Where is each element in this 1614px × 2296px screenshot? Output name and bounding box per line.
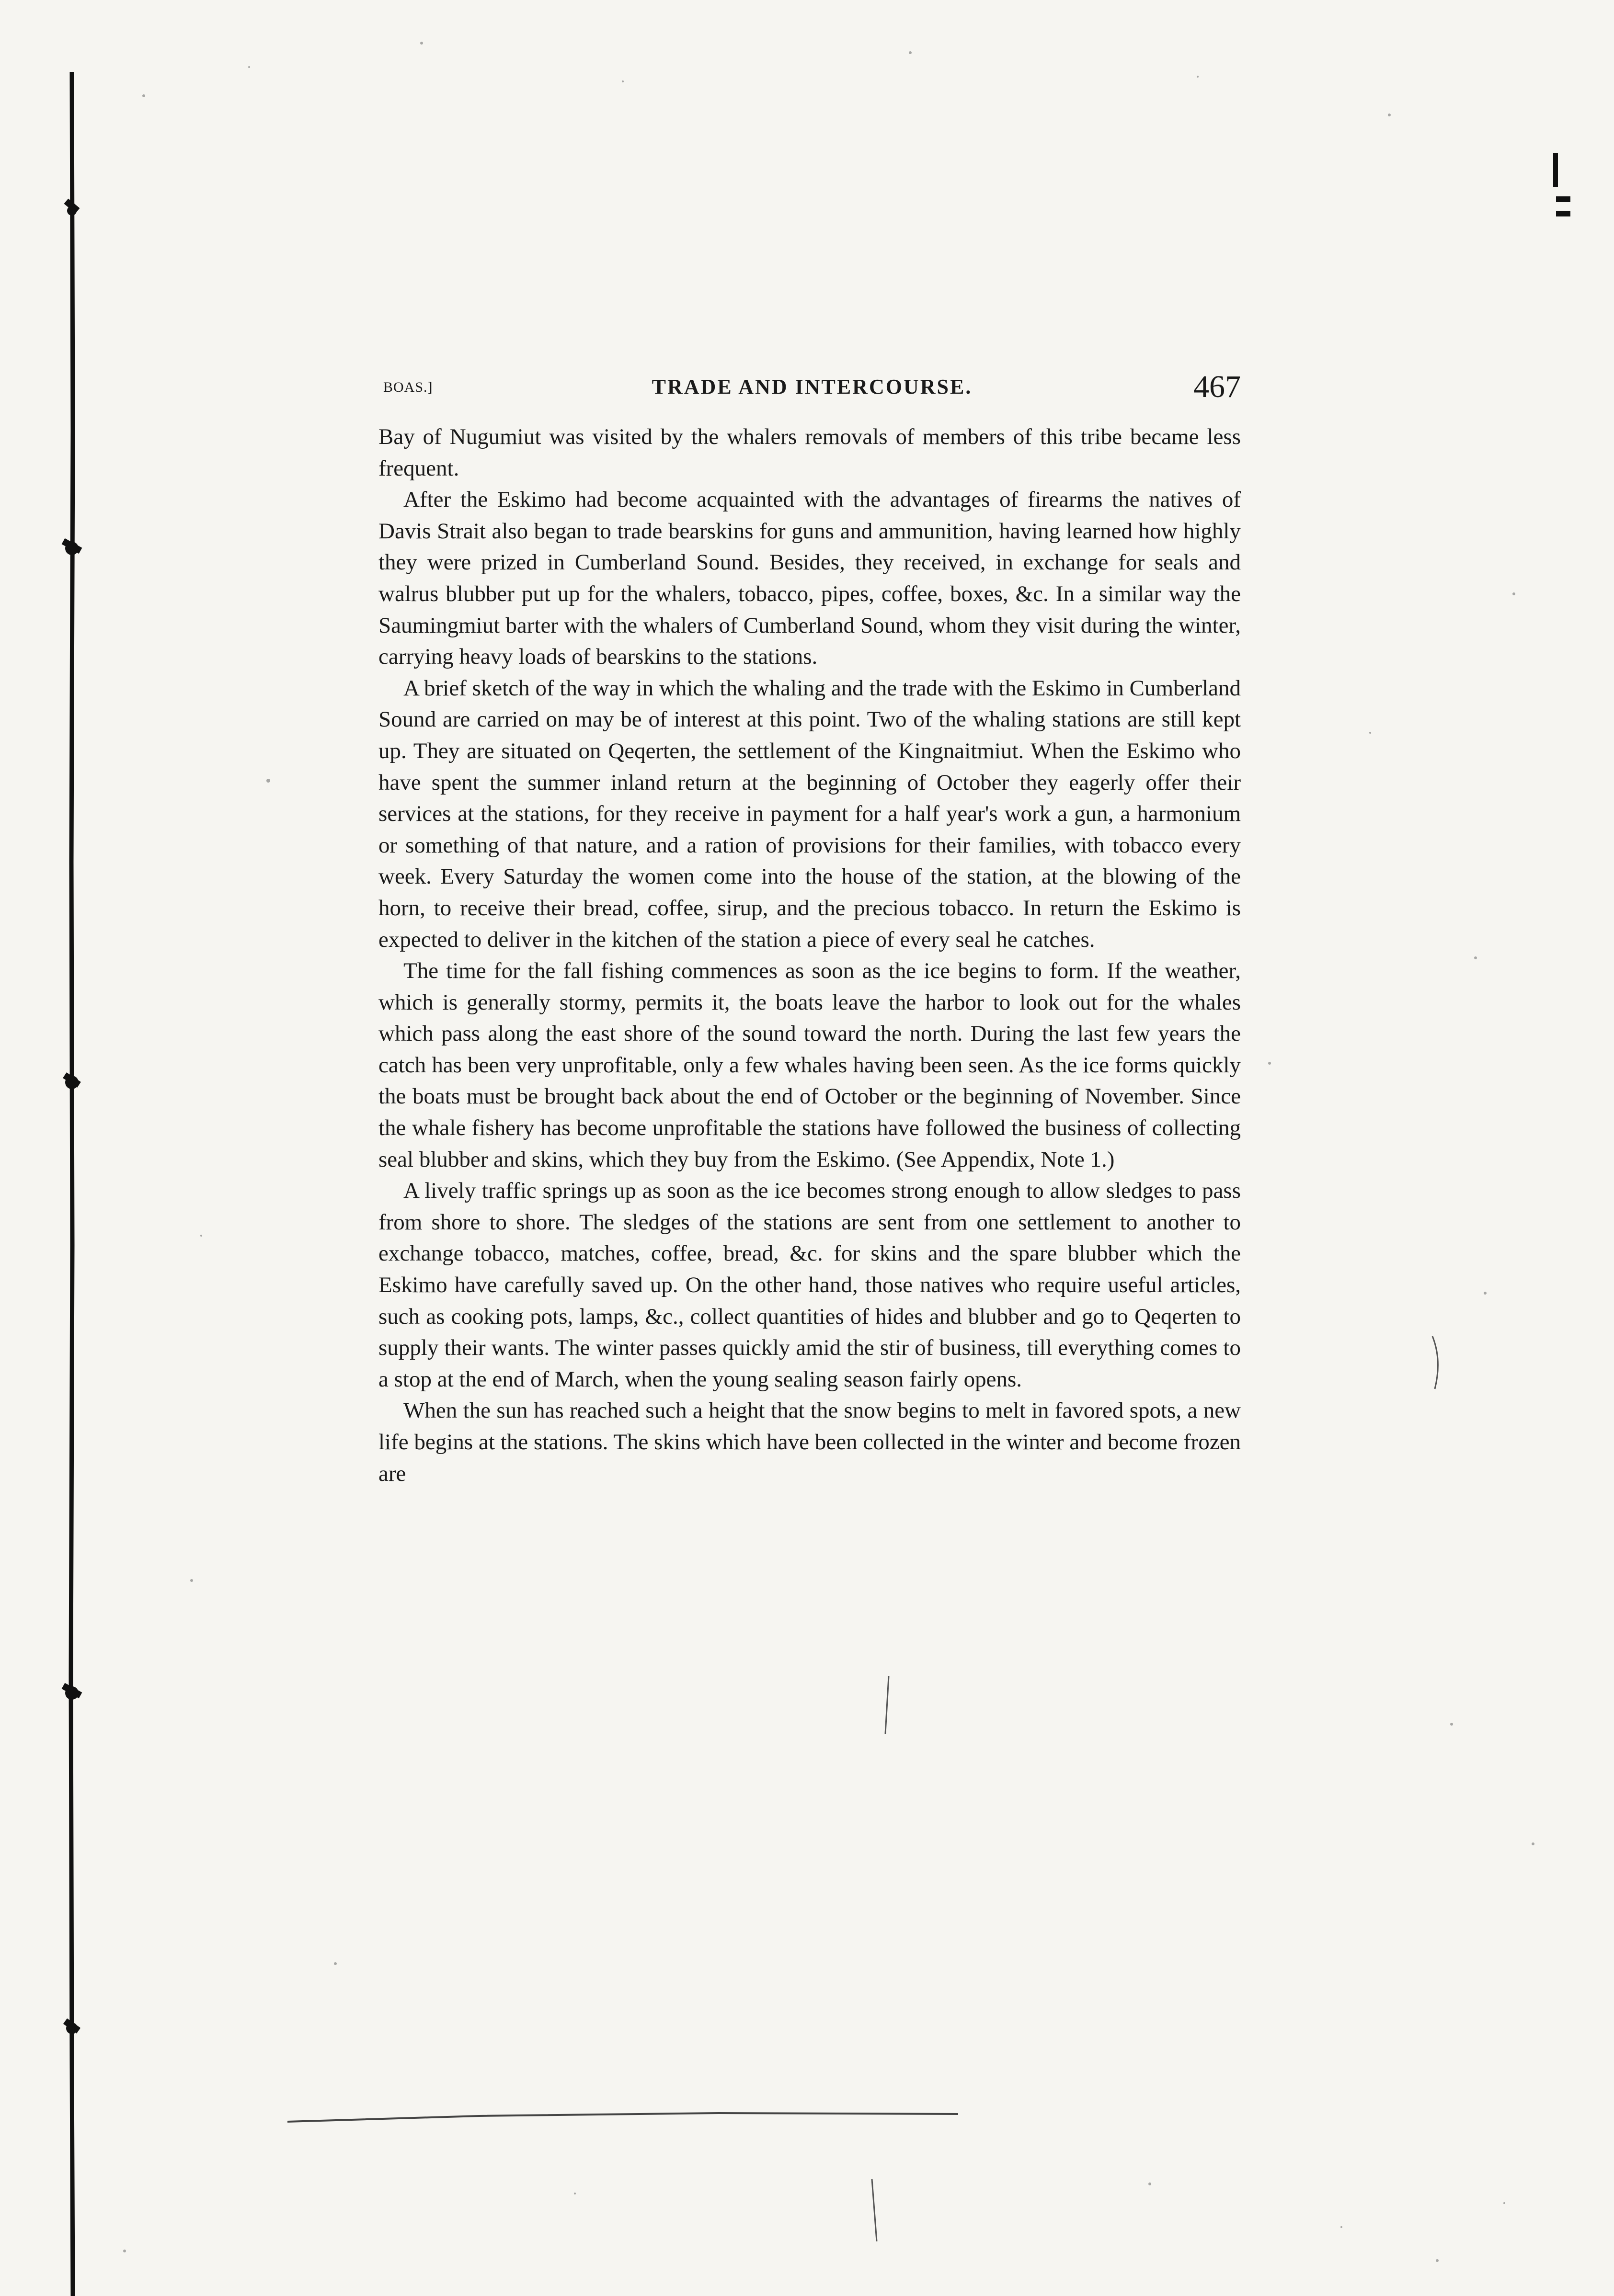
paragraph: After the Eskimo had become acquainted with the advantages of firearms the natives of Davis Strait also began to trade bearskins for guns and ammunition, having learned how highly they were prized in Cumberland Sound. Besides, they received, in exchange for seals and walrus blubber put up for the whalers, tobacco, pipes, coffee, boxes, &c. In a similar way the Saumingmiut barter with the whalers of Cumberland Sound, whom they visit during the winter, carrying heavy loads of bearskins to the stations.	[378, 487, 1241, 670]
paragraph: A lively traffic springs up as soon as the ice becomes strong enough to allow sledges to pass from shore to shore. The sledges of the stations are sent from one settlement to another to exchange tobacco, matches, coffee, bread, &c. for skins and the spare blubber which the Eskimo have carefully saved up. On the other hand, those natives who require useful articles, such as cooking pots, lamps, &c., collect quantities of hides and blubber and go to Qeqerten to supply their wants. The winter passes quickly amid the stir of business, till everything comes to a stop at the end of March, when the young sealing season fairly opens.	[378, 1178, 1241, 1392]
running-head	[383, 369, 1241, 407]
paragraph: Bay of Nugumiut was visited by the whalers removals of members of this tribe became less frequent.	[378, 424, 1241, 481]
paragraph: When the sun has reached such a height that the snow begins to melt in favored spots, a new life begins at the stations. The skins which have been collected in the winter and become frozen are	[378, 1398, 1241, 1486]
chapter-title: TRADE AND INTERCOURSE.	[652, 375, 973, 398]
paragraph: The time for the fall fishing commences as soon as the ice begins to form. If the weather, which is generally stormy, permits it, the boats leave the harbor to look out for the whales which pass along the east shore of the sound toward the north. During the last few years the catch has been very unprofitable, only a few whales having been seen. As the ice forms quickly the boats must be brought back about the end of October or the beginning of November. Since the whale fishery has become unprofitable the stations have followed the business of collecting seal blubber and skins, which they buy from the Eskimo. (See Appendix, Note 1.)	[378, 958, 1241, 1172]
author-running-head: BOAS.]	[383, 379, 433, 395]
page-number: 467	[1193, 369, 1241, 404]
body-text	[378, 421, 1241, 1489]
paragraph: A brief sketch of the way in which the whaling and the trade with the Eskimo in Cumberland Sound are carried on may be of interest at this point. Two of the whaling stations are still kept up. They are situated on Qeqerten, the settlement of the Kingnaitmiut. When the Eskimo who have spent the summer inland return at the beginning of October they eagerly offer their services at the stations, for they receive in payment for a half year's work a gun, a harmonium or something of that nature, and a ration of provisions for their families, with tobacco every week. Every Saturday the women come into the house of the station, at the blowing of the horn, to receive their bread, coffee, sirup, and the precious tobacco. In return the Eskimo is expected to deliver in the kitchen of the station a piece of every seal he catches.	[378, 675, 1241, 952]
